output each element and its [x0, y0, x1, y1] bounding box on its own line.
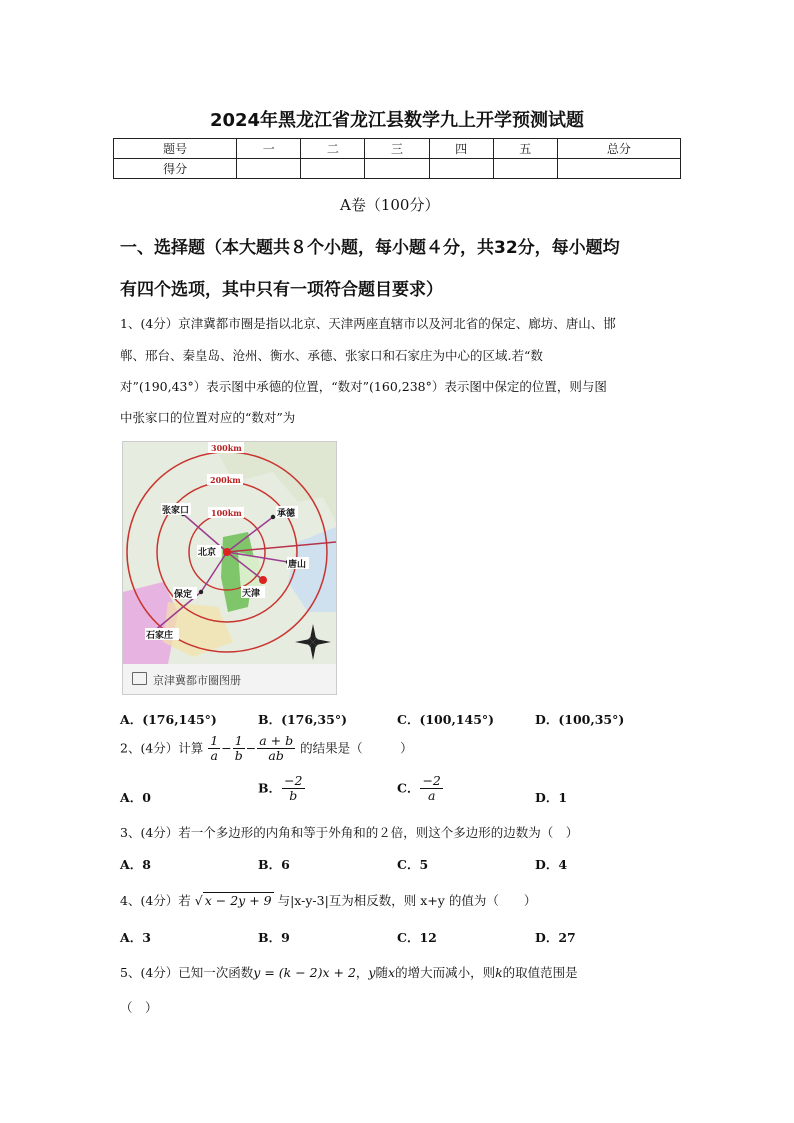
- table-cell: 总分: [557, 139, 680, 159]
- image-icon: [132, 672, 147, 685]
- q4-option-b[interactable]: B．9: [258, 930, 290, 945]
- ring-label: 300km: [211, 443, 242, 453]
- q2-option-c[interactable]: [397, 774, 444, 804]
- score-cell: [237, 159, 301, 179]
- score-cell: [429, 159, 493, 179]
- q5-formula: y = (k − 2)x + 2: [253, 965, 356, 980]
- q5-text: ，: [355, 965, 369, 980]
- q1-option-a[interactable]: A．(176,145°): [120, 712, 217, 727]
- table-cell: 一: [237, 139, 301, 159]
- city-label: 北京: [198, 548, 217, 558]
- option-label: C．: [397, 780, 420, 796]
- q2-suffix: 的结果是（ ）: [300, 740, 413, 756]
- table-cell: 二: [301, 139, 365, 159]
- q3-line: 3、(4分）若一个多边形的内角和等于外角和的２倍，则这个多边形的边数为（ ）: [120, 825, 579, 840]
- exam-title: 2024年黑龙江省龙江县数学九上开学预测试题: [209, 110, 585, 131]
- ring-label: 100km: [211, 508, 242, 518]
- fraction: [282, 774, 304, 804]
- map-caption-bar: [123, 664, 336, 694]
- q5-var: y: [368, 965, 376, 980]
- q4-prefix: 4、(4分）若: [120, 893, 191, 908]
- score-cell: [493, 159, 557, 179]
- part-heading-line2: 有四个选项，其中只有一项符合题目要求）: [120, 280, 443, 300]
- q1-line2: 郸、邢台、秦皇岛、沧州、衡水、承德、张家口和石家庄为中心的区域.若“数: [120, 348, 543, 363]
- score-table-score-row: [114, 159, 681, 179]
- q5-var: x: [388, 965, 396, 980]
- q4-line: [120, 891, 536, 909]
- section-title: A卷（100分）: [340, 196, 440, 214]
- table-cell: 得分: [114, 159, 237, 179]
- numerator: a + b: [259, 733, 294, 748]
- table-cell: 四: [429, 139, 493, 159]
- table-cell: 题号: [114, 139, 237, 159]
- score-cell: [557, 159, 680, 179]
- map-figure: [122, 441, 337, 695]
- q3-option-b[interactable]: B．6: [258, 857, 290, 872]
- sqrt-sign: √: [194, 893, 203, 908]
- denominator: b: [289, 788, 298, 804]
- q2-prefix: 2、(4分）计算: [120, 740, 204, 756]
- fraction: [233, 734, 245, 764]
- numerator: 1: [210, 733, 219, 748]
- numerator: −2: [422, 773, 441, 788]
- score-table: [113, 138, 681, 179]
- q4-option-c[interactable]: C．12: [397, 930, 437, 945]
- q5-prefix: 5、(4分）已知一次函数: [120, 965, 254, 980]
- city-label: 天津: [242, 589, 261, 599]
- q1-line4: 中张家口的位置对应的“数对”为: [120, 410, 296, 425]
- q4-option-d[interactable]: D．27: [535, 930, 576, 945]
- q1-line1: 1、(4分）京津冀都市圈是指以北京、天津两座直辖市以及河北省的保定、廊坊、唐山、邯: [120, 316, 616, 331]
- q1-option-c[interactable]: C．(100,145°): [397, 712, 495, 727]
- denominator: a: [427, 788, 436, 804]
- q5-answer-bracket: （ ）: [120, 1000, 158, 1015]
- score-table-header-row: [114, 139, 681, 159]
- q4-middle: 与|x-y-3|互为相反数，则 x+y 的值为（ ）: [277, 893, 537, 908]
- q2-option-a[interactable]: A．0: [120, 790, 151, 805]
- q2-option-d[interactable]: D．1: [535, 790, 568, 805]
- table-cell: 五: [493, 139, 557, 159]
- q3-option-a[interactable]: A．8: [120, 857, 151, 872]
- q3-option-c[interactable]: C．5: [397, 857, 429, 872]
- map-caption: 京津冀都市圈图册: [153, 674, 241, 687]
- numerator: −2: [284, 773, 303, 788]
- fraction: [420, 774, 442, 804]
- q5-text: 的取值范围是: [502, 965, 578, 980]
- q5-var: k: [495, 965, 503, 980]
- q1-option-b[interactable]: B．(176,35°): [258, 712, 347, 727]
- fraction: [257, 734, 295, 764]
- q2-line: 2、(4分）计算 $\frac{1}{a}$ − $\frac{1}{b}$ − $\frac{a + b}{ab}$ 的结果是（ ）: [120, 733, 413, 764]
- q1-line3: 对”(190,43°）表示图中承德的位置，“数对”(160,238°）表示图中保定的位置，则与图: [120, 379, 607, 394]
- q2-option-b[interactable]: [258, 774, 306, 804]
- table-cell: 三: [365, 139, 429, 159]
- radicand: x − 2y + 9: [204, 893, 272, 908]
- q5-text: 随: [375, 965, 388, 980]
- option-label: B．: [258, 780, 282, 796]
- q3-option-d[interactable]: D．4: [535, 857, 568, 872]
- score-cell: [301, 159, 365, 179]
- city-label: 张家口: [162, 506, 190, 516]
- q5-text: 的增大而减小，则: [395, 965, 496, 980]
- denominator: b: [234, 748, 243, 764]
- fraction: [208, 734, 220, 764]
- denominator: a: [210, 748, 218, 764]
- numerator: 1: [233, 734, 245, 749]
- city-label: 唐山: [288, 560, 307, 570]
- city-label: 保定: [174, 590, 193, 600]
- ring-label: 200km: [210, 475, 241, 485]
- denominator: ab: [268, 748, 284, 764]
- q4-option-a[interactable]: A．3: [120, 930, 151, 945]
- q5-line: [120, 963, 578, 981]
- city-label: 承德: [277, 509, 296, 519]
- map-image: [123, 442, 336, 664]
- score-cell: [365, 159, 429, 179]
- city-label: 石家庄: [146, 631, 174, 641]
- q1-option-d[interactable]: D．(100,35°): [535, 712, 625, 727]
- part-heading-line1: 一、选择题（本大题共８个小题，每小题４分，共32分，每小题均: [120, 238, 620, 258]
